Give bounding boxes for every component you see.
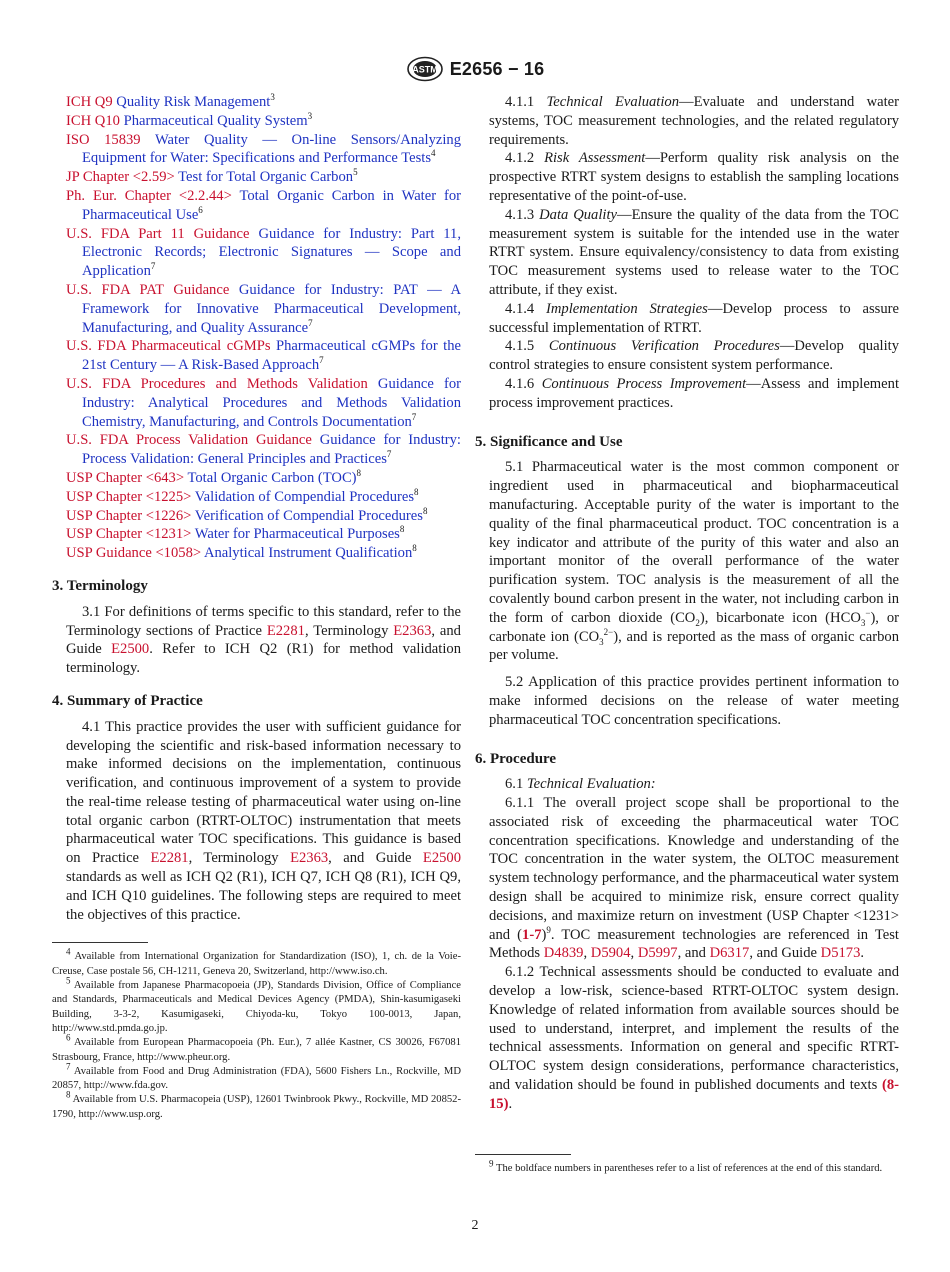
svg-text:ASTM: ASTM	[411, 64, 438, 75]
footnotes-left	[52, 946, 461, 1122]
left-column	[52, 92, 462, 1122]
footnote-number: 5	[66, 975, 71, 986]
reference-item	[66, 281, 461, 337]
footnote-marker: 4	[431, 148, 436, 159]
reference-title-link[interactable]: Validation of Compendial Procedures	[194, 488, 415, 505]
footnote	[52, 946, 461, 979]
reference-title-link[interactable]: Water for Pharmaceutical Purposes	[194, 526, 400, 543]
reference-code-link[interactable]: USP Chapter <1226>	[66, 507, 192, 524]
paragraph-3-1: 3.1 For definitions of terms specific to this standard, refer to the Terminology sections of Practice E2281, Terminology E2363, and Guide E2500. Refer to ICH Q2 (R1) for method validation terminology.	[66, 603, 461, 677]
paragraph-6-1: 6.1 Technical Evaluation:	[505, 776, 656, 793]
footnote-text: Available from Japanese Pharmacopoeia (JP), Standards Division, Office of Compliance and Standards, Pharmaceuticals and Medical Devices Agency (PMDA), Shin-kasumigaseki Building, 3-3-2, Kasumigaseki, Chiyoda-ku, Tokyo 100-0013, Japan, http://www.std.pmda.go.jp.	[52, 980, 461, 1034]
summary-step-item	[489, 206, 899, 300]
footnote	[52, 975, 461, 1036]
referenced-documents-list	[66, 93, 461, 563]
reference-item	[66, 525, 461, 544]
link-e2500[interactable]: E2500	[111, 641, 150, 658]
reference-code-link[interactable]: USP Chapter <643>	[66, 469, 185, 486]
footnote	[475, 1158, 899, 1176]
reference-title-link[interactable]: Quality Risk Management	[116, 94, 271, 110]
footnote-text: Available from International Organization for Standardization (ISO), 1, ch. de la Voie-Creuse, Case postale 56, CH-1211, Geneva 20, Switzerland, http://www.iso.ch.	[52, 951, 461, 977]
reference-item	[66, 168, 461, 187]
summary-step-item	[489, 149, 899, 205]
section-5-heading: 5. Significance and Use	[475, 433, 623, 450]
step-number: 4.1.6	[505, 375, 535, 392]
step-term: Data Quality	[539, 206, 617, 223]
step-number: 4.1.2	[505, 150, 535, 167]
reference-item	[66, 93, 461, 112]
footnote	[52, 1032, 461, 1065]
step-term: Continuous Process Improvement	[541, 375, 747, 392]
reference-code-link[interactable]: JP Chapter <2.59>	[66, 169, 175, 186]
reference-code-link[interactable]: ISO 15839	[66, 131, 141, 148]
step-text: —Assess and implement process improvement practices.	[489, 375, 899, 411]
summary-step-item	[489, 93, 899, 149]
footnote-marker: 5	[353, 167, 358, 178]
footnote-text: The boldface numbers in parentheses refer to a list of references at the end of this standard.	[495, 1162, 883, 1174]
page-number: 2	[471, 1218, 479, 1233]
summary-step-item	[489, 300, 899, 338]
footnote-marker: 8	[412, 543, 417, 554]
reference-code-link[interactable]: U.S. FDA Process Validation Guidance	[66, 432, 312, 449]
link-e2281[interactable]: E2281	[266, 622, 305, 639]
reference-title-link[interactable]: Pharmaceutical Quality System	[123, 112, 308, 129]
reference-title-link[interactable]: Guidance for Industry: PAT — A Framework for Innovative Pharmaceutical Development, Manufacturing, and Quality Assurance	[82, 281, 461, 336]
footnotes-right	[489, 1158, 899, 1176]
link-e2363[interactable]: E2363	[393, 622, 432, 639]
step-term: Risk Assessment	[544, 150, 646, 167]
link-d5173[interactable]: D5173	[820, 945, 861, 962]
reference-item	[66, 507, 461, 526]
paragraph-5-2: 5.2 Application of this practice provides pertinent information to make informed decisions on the release of water meeting pharmaceutical TOC concentration specifications.	[489, 674, 899, 728]
footnote-number: 7	[66, 1061, 71, 1072]
link-d5997[interactable]: D5997	[637, 945, 678, 962]
step-term: Continuous Verification Procedures	[548, 338, 780, 355]
link-e2281[interactable]: E2281	[150, 850, 189, 867]
reference-code-link[interactable]: U.S. FDA PAT Guidance	[66, 281, 230, 298]
footnote-marker: 7	[150, 261, 156, 272]
link-e2500[interactable]: E2500	[422, 850, 462, 867]
reference-link-1-7[interactable]: 1-7	[522, 926, 542, 943]
reference-title-link[interactable]: Guidance for Industry: Process Validation: General Principles and Practices	[82, 432, 461, 468]
footnote-marker: 7	[386, 449, 392, 460]
step-term: Technical Evaluation	[546, 94, 679, 110]
footnote-divider	[475, 1154, 571, 1155]
footnote-marker: 8	[356, 468, 362, 479]
paragraph-6-1-2: 6.1.2 Technical assessments should be conducted to evaluate and develop a low-risk, science-based RTRT-OLTOC system design. Knowledge of related information from available sources should be used to understand, interpret, and implement the results of the technical assessments. Information on general and specific RTRT-OLTOC system design considerations, performance characteristics, and validation should be found in published documents and texts (8-15).	[489, 964, 899, 1112]
footnote-number: 4	[66, 946, 71, 957]
reference-title-link[interactable]: Analytical Instrument Qualification	[203, 545, 413, 562]
footnote-divider	[52, 942, 148, 943]
footnote-number: 8	[66, 1089, 71, 1100]
reference-link-8-15[interactable]: (8-15)	[489, 1077, 899, 1112]
footnote-marker: 3	[270, 92, 275, 103]
reference-item	[66, 488, 461, 507]
footnote-text: Available from U.S. Pharmacopeia (USP), 12601 Twinbrook Pkwy., Rockville, MD 20852-1790, http://www.usp.org.	[52, 1094, 461, 1120]
reference-item	[66, 112, 461, 131]
reference-item	[66, 544, 461, 563]
right-column	[475, 93, 900, 1176]
paragraph-5-1: 5.1 Pharmaceutical water is the most common component or ingredient used in pharmaceutical and biopharmaceutical manufacturing. Acceptable purity of the water is important to the quality of the final pharmaceutical product. TOC concentration is a key indicator and attribute of the purity of this water and also an important monitor of the overall performance of the water purification system. TOC analysis is the measurement of all the covalently bound carbon present in the water, not including carbon in the form of carbon dioxide $(CO_2)$, bicarbonate icon $(HCO_3^-)$, or carbonate ion $(CO_3^{2-})$, and is reported as the mass of organic carbon per volume.	[489, 459, 899, 664]
footnote-text: Available from Food and Drug Administration (FDA), 5600 Fishers Ln., Rockville, MD 20857, http://www.fda.gov.	[52, 1065, 461, 1092]
step-number: 4.1.1	[505, 94, 535, 110]
reference-title-link[interactable]: Guidance for Industry: Analytical Procedures and Methods Validation Chemistry, Manufacturing, and Controls Documentation	[82, 375, 461, 430]
reference-code-link[interactable]: ICH Q9	[66, 94, 113, 110]
reference-code-link[interactable]: USP Guidance <1058>	[66, 545, 202, 562]
step-term: Implementation Strategies	[546, 300, 708, 317]
reference-item	[66, 469, 461, 488]
footnote	[52, 1061, 461, 1094]
footnote-marker: 8	[414, 486, 419, 497]
reference-title-link[interactable]: Water Quality — On-line Sensors/Analyzing Equipment for Water: Specifications and Performance Tests	[82, 131, 461, 167]
step-text: —Develop process to assure successful implementation of RTRT.	[489, 300, 899, 336]
reference-title-link[interactable]: Verification of Compendial Procedures	[194, 507, 423, 524]
reference-item	[66, 337, 461, 375]
step-text: —Develop quality control strategies to ensure consistent system performance.	[489, 338, 900, 374]
reference-item	[66, 131, 461, 169]
reference-code-link[interactable]: U.S. FDA Procedures and Methods Validation	[66, 375, 368, 392]
footnote-marker: 6	[198, 204, 203, 215]
footnote	[52, 1089, 461, 1122]
astm-logo-icon	[406, 56, 444, 82]
reference-code-link[interactable]: ICH Q10	[66, 112, 120, 129]
summary-step-item	[489, 337, 899, 375]
footnote-marker: 8	[399, 524, 405, 535]
paragraph-6-1-1: 6.1.1 The overall project scope shall be proportional to the associated risk of exceeding the pharmaceutical water TOC concentration specifications. Knowledge and understanding of the TOC concentration in the water system, the OLTOC measurement system technology performance, and the pharmaceutical water system design shall be acquired to minimize risk, ensure correct quality decisions, and maximize return on investment (USP Chapter <1231> and $(1-7)^9$. TOC measurement technologies are referenced in Test Methods D4839, D5904, D5997, and D6317, and Guide D5173.	[489, 795, 899, 962]
paragraph-4-1: 4.1 This practice provides the user with sufficient guidance for developing the scientific and risk-based information necessary to make informed decisions on the implementation, continuous verification, and continuous improvement of a system to provide the real-time release testing of pharmaceutical water using on-line total organic carbon (RTRT-OLTOC) instrumentation that meets pharmaceutical water TOC specifications. This guidance is based on Practice E2281, Terminology E2363, and Guide E2500 standards as well as ICH Q2 (R1), ICH Q7, ICH Q8 (R1), ICH Q9, and ICH Q10 guidelines. The following steps are required to meet the objectives of this practice.	[66, 718, 462, 923]
link-d5904[interactable]: D5904	[590, 945, 631, 962]
footnote-number: 9	[489, 1158, 494, 1169]
step-number: 4.1.5	[505, 338, 535, 355]
step-text: —Perform quality risk analysis on the prospective RTRT system designs to establish the sampling locations representative of the point-of-use.	[489, 150, 899, 204]
reference-title-link[interactable]: Guidance for Industry: Part 11, Electronic Records; Electronic Signatures — Scope and Application	[82, 225, 462, 280]
section-4-heading: 4. Summary of Practice	[52, 692, 203, 709]
reference-title-link[interactable]: Total Organic Carbon in Water for Pharmaceutical Use	[82, 187, 461, 223]
reference-title-link[interactable]: Test for Total Organic Carbon	[178, 169, 354, 186]
step-text: —Ensure the quality of the data from the TOC measurement system is suitable for the intended use in the water RTRT system. Ensure equivalency/consistency to data from existing TOC measurement systems used to release water to the TOC attribute, if they exist.	[489, 206, 899, 298]
reference-item	[66, 375, 461, 431]
link-d4839[interactable]: D4839	[543, 945, 584, 962]
summary-step-item	[489, 375, 899, 413]
reference-code-link[interactable]: Ph. Eur. Chapter <2.2.44>	[66, 187, 232, 204]
document-designation: E2656 − 16	[449, 58, 545, 79]
reference-code-link[interactable]: USP Chapter <1231>	[66, 526, 192, 543]
reference-code-link[interactable]: U.S. FDA Pharmaceutical cGMPs	[66, 338, 271, 355]
reference-item	[66, 431, 461, 469]
link-d6317[interactable]: D6317	[709, 945, 750, 962]
link-e2363[interactable]: E2363	[290, 850, 329, 867]
step-text: —Evaluate and understand water systems, TOC measurement technologies, and the related regulatory requirements.	[489, 94, 899, 148]
footnote-marker: 3	[307, 110, 313, 121]
reference-title-link[interactable]: Pharmaceutical cGMPs for the 21st Century — A Risk-Based Approach	[82, 338, 462, 374]
footnote-number: 6	[66, 1032, 71, 1043]
footnote-marker: 8	[422, 505, 428, 516]
step-number: 4.1.3	[505, 206, 535, 223]
reference-code-link[interactable]: USP Chapter <1225>	[66, 488, 192, 505]
reference-title-link[interactable]: Total Organic Carbon (TOC)	[187, 469, 357, 486]
reference-code-link[interactable]: U.S. FDA Part 11 Guidance	[66, 225, 250, 242]
reference-item	[66, 187, 461, 225]
page-header	[0, 56, 950, 82]
section-3-heading: 3. Terminology	[52, 577, 148, 594]
section-4-subitems	[489, 93, 899, 413]
footnote-marker: 7	[319, 355, 324, 366]
footnote-marker: 7	[411, 411, 417, 422]
reference-item	[66, 225, 461, 281]
footnote-marker: 7	[308, 317, 313, 328]
step-number: 4.1.4	[505, 300, 535, 317]
section-6-heading: 6. Procedure	[475, 750, 557, 767]
footnote-text: Available from European Pharmacopoeia (Ph. Eur.), 7 allée Kastner, CS 30026, F67081 Strasbourg, France, http://www.pheur.org.	[52, 1037, 461, 1063]
